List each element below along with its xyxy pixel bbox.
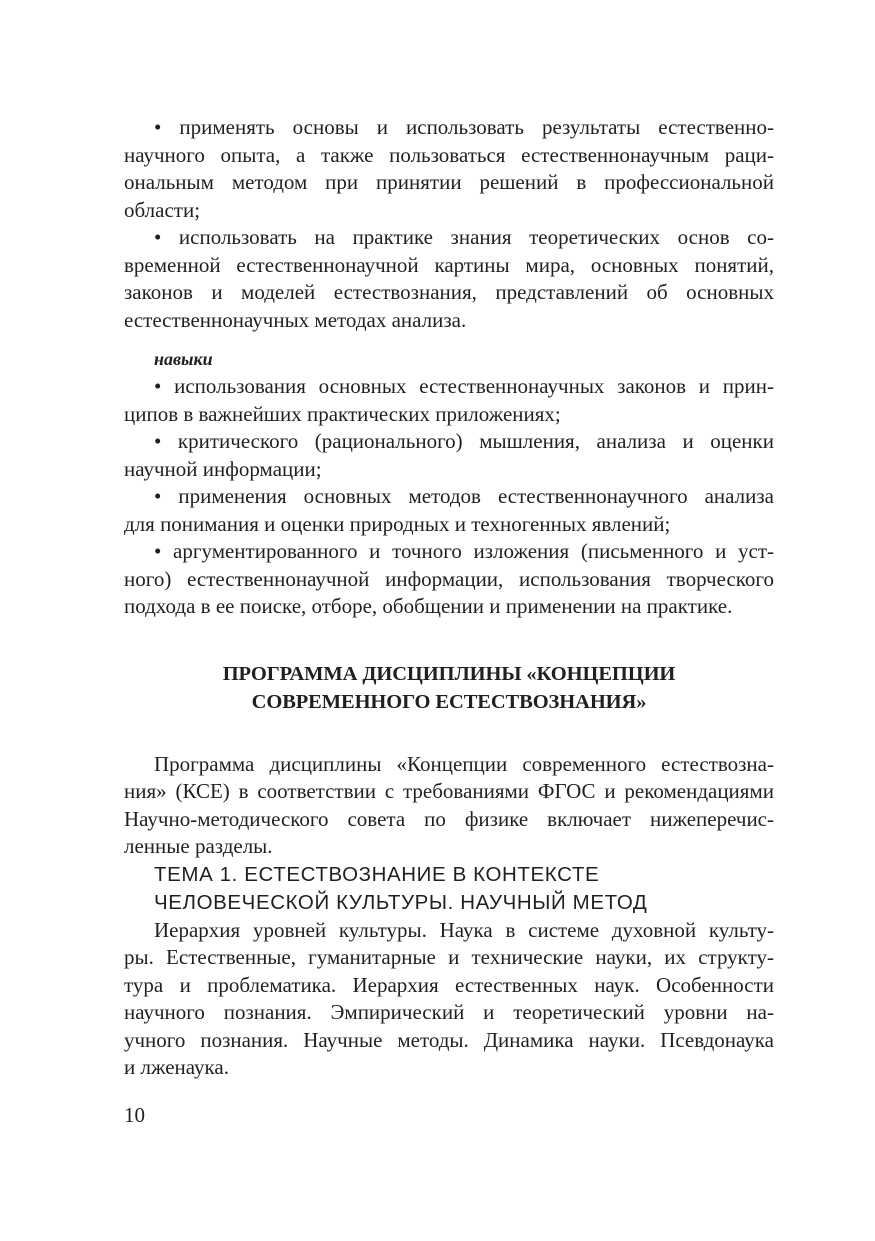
text-line: учного познания. Научные методы. Динамика науки. Псевдонаука [124,1027,774,1052]
text-line: для понимания и оценки природных и техногенных явлений; [124,511,671,536]
bullet-paragraph [124,483,774,538]
section-heading-line: ПРОГРАММА ДИСЦИПЛИНЫ «КОНЦЕПЦИИ [222,662,676,685]
text-line: Научно-методического совета по физике включает нижеперечис- [124,806,774,831]
skills-subheading: навыки [154,349,213,369]
bullet-paragraph [124,114,774,224]
text-line: Иерархия уровней культуры. Наука в системе духовной культу- [154,917,774,942]
text-line: ленные разделы. [124,834,273,858]
text-line: научного опыта, а также пользоваться естественнонаучным раци- [124,142,774,167]
text-line: • критического (рационального) мышления, анализа и оценки [154,429,774,453]
text-line: ципов в важнейших практических приложениях; [124,401,561,426]
text-line: естественнонаучных методах анализа. [124,307,467,332]
text-line: • аргументированного и точного изложения (письменного и уст- [154,539,774,563]
text-line: ры. Естественные, гуманитарные и технические науки, их структу- [124,945,774,969]
text-line: законов и моделей естествознания, представлений об основных [124,280,774,304]
theme-title-line: ЧЕЛОВЕЧЕСКОЙ КУЛЬТУРЫ. НАУЧНЫЙ МЕТОД [154,890,648,914]
text-line: и лженаука. [124,1055,229,1079]
text-line: • использовать на практике знания теоретических основ со- [154,225,774,249]
bullet-paragraph [124,224,774,334]
page-number: 10 [124,1103,145,1127]
text-line: тура и проблематика. Иерархия естественных наук. Особенности [124,972,774,997]
text-line: подхода в ее поиске, отборе, обобщении и применении на практике. [124,594,733,618]
theme-title [154,861,774,917]
section-heading-line: СОВРЕМЕННОГО ЕСТЕСТВОЗНАНИЯ» [251,690,647,713]
page-content [124,114,774,1082]
text-line: научного познания. Эмпирический и теоретический уровни на- [124,1000,774,1024]
text-line: ния» (КСЕ) в соответствии с требованиями ФГОС и рекомендациями [124,779,774,803]
theme-title-line: ТЕМА 1. ЕСТЕСТВОЗНАНИЕ В КОНТЕКСТЕ [154,862,600,886]
text-line: ного) естественнонаучной информации, использования творческого [124,566,774,591]
text-line: области; [124,197,201,222]
section-heading [124,660,774,716]
text-line: Программа дисциплины «Концепции современного естествозна- [154,751,774,776]
text-line: научной информации; [124,456,322,481]
program-intro-paragraph [124,751,774,861]
text-line: ональным методом при принятии решений в профессиональной [124,170,774,194]
text-line: временной естественнонаучной картины мира, основных понятий, [124,252,774,277]
text-line: • применения основных методов естественнонаучного анализа [154,484,774,508]
text-line: • использования основных естественнонаучных законов и прин- [154,374,774,398]
bullet-paragraph [124,373,774,428]
bullet-paragraph [124,538,774,621]
bullet-paragraph [124,428,774,483]
text-line: • применять основы и использовать результаты естественно- [154,115,774,139]
theme-body-paragraph [124,917,774,1082]
